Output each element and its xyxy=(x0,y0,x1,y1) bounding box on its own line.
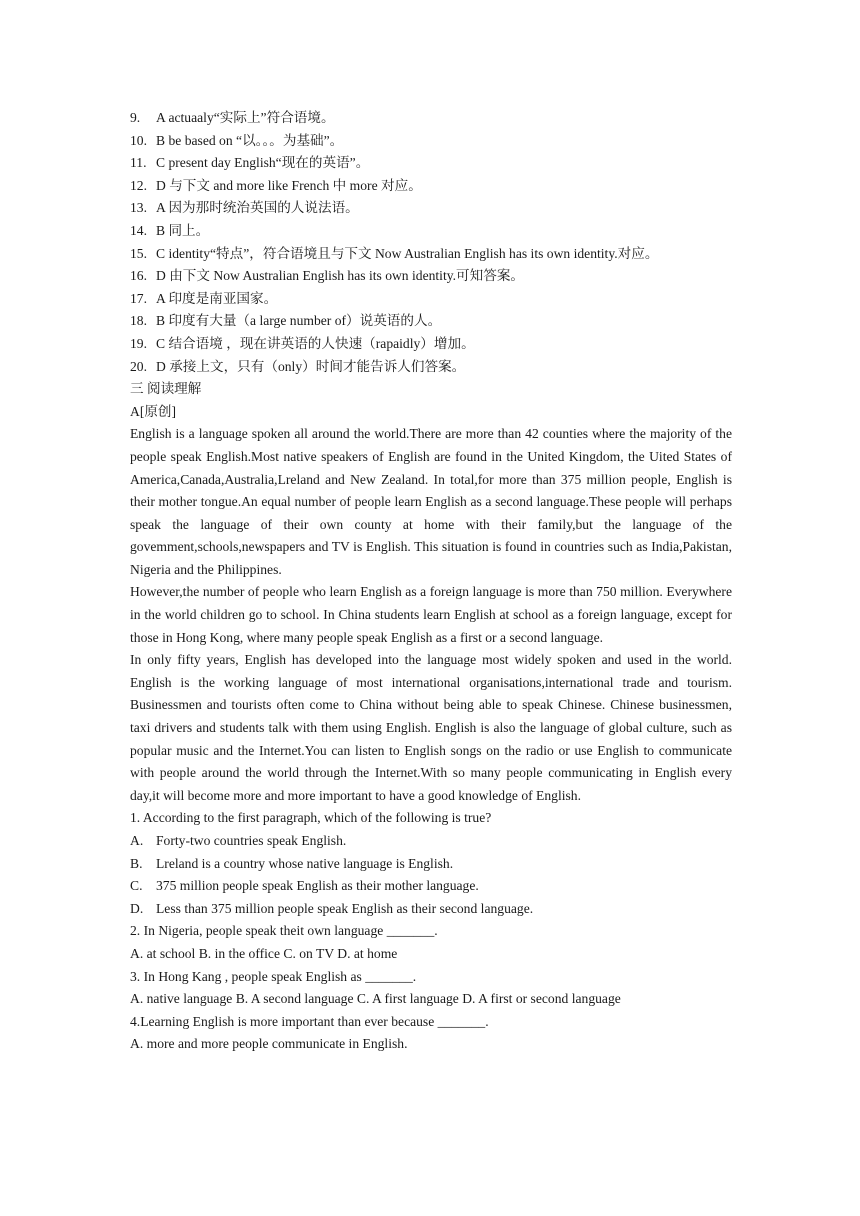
passage-label: A[原创] xyxy=(130,403,177,419)
section-heading: 三 阅读理解 xyxy=(130,381,202,397)
passage-paragraph: In only fifty years, English has developed into the language most widely spoken and used in the world. English is the working language of most international organisations,international trade and tourism. Businessmen and tourists often come to China without being able to speak Chinese. Chinese businessmen, taxi drivers and students talk with them using English. English is also the language of global culture, such as popular music and the Internet.You can listen to English songs on the radio or use English to communicate with people around the world through the Internet.With so many people communicating in English every day,it will become more and more important to have a good knowledge of English. xyxy=(130,652,732,803)
question-2 xyxy=(130,920,732,965)
question-stem: 1. According to the first paragraph, which of the following is true? xyxy=(130,810,492,826)
answer-item: 13. A 因为那时统治英国的人说法语。 xyxy=(130,200,359,216)
answer-item: 12. D 与下文 and more like French 中 more 对应。 xyxy=(130,177,422,193)
answer-item: 11. C present day English“现在的英语”。 xyxy=(130,155,370,171)
answer-item: 17. A 印度是南亚国家。 xyxy=(130,290,278,306)
answer-key-list xyxy=(130,107,732,378)
answer-item: 10. B be based on “以。。。为基础”。 xyxy=(130,132,344,148)
answer-option: D. Less than 375 million people speak English as their second language. xyxy=(130,900,534,916)
answer-option: A. more and more people communicate in English. xyxy=(130,1036,408,1052)
answer-option: C. 375 million people speak English as their mother language. xyxy=(130,878,479,894)
passage-paragraph: However,the number of people who learn English as a foreign language is more than 750 million. Everywhere in the world children go to school. In China students learn English at school as a foreign language, except for those in Hong Kong, where many people speak English as a first or a second language. xyxy=(130,584,732,645)
question-3 xyxy=(130,966,732,1011)
answer-option: A. Forty-two countries speak English. xyxy=(130,833,347,848)
answer-item: 14. B 同上。 xyxy=(130,222,210,238)
answer-item: 20. D 承接上文，只有（only）时间才能告诉人们答案。 xyxy=(130,358,466,374)
document-body xyxy=(130,107,732,1056)
passage-paragraph: English is a language spoken all around the world.There are more than 42 counties where the majority of the people speak English.Most native speakers of English are found in the United Kingdom, the Uited States of America,Canada,Australia,Lreland and New Zealand. In total,for more than 375 million people, English is their mother tongue.An equal number of people learn English as a second language.These people will perhaps speak the language of their own county at home with their family,but the language of the govemment,schools,newspapers and TV is English. This situation is found in countries such as India,Pakistan, Nigeria and the Philippines. xyxy=(130,426,732,577)
answer-options: A. native language B. A second language C. A first language D. A first or second language xyxy=(130,991,621,1007)
answer-options: A. at school B. in the office C. on TV D. at home xyxy=(130,945,398,961)
question-1 xyxy=(130,807,732,920)
answer-item: 19. C 结合语境 ，现在讲英语的人快速（rapaidly）增加。 xyxy=(130,335,475,351)
answer-item: 15. C identity“特点”，符合语境且与下文 Now Australian English has its own identity.对应。 xyxy=(130,245,659,261)
question-4 xyxy=(130,1011,732,1056)
answer-option: B. Lreland is a country whose native language is English. xyxy=(130,855,454,871)
answer-item: 16. D 由下文 Now Australian English has its own identity.可知答案。 xyxy=(130,268,525,284)
question-stem: 2. In Nigeria, people speak theit own language _______. xyxy=(130,923,438,939)
question-stem: 4.Learning English is more important than ever because _______. xyxy=(130,1013,489,1029)
answer-item: 9. A actuaaly“实际上”符合语境。 xyxy=(130,110,335,125)
answer-item: 18. B 印度有大量（a large number of）说英语的人。 xyxy=(130,313,442,329)
question-stem: 3. In Hong Kang , people speak English as _______. xyxy=(130,968,417,984)
